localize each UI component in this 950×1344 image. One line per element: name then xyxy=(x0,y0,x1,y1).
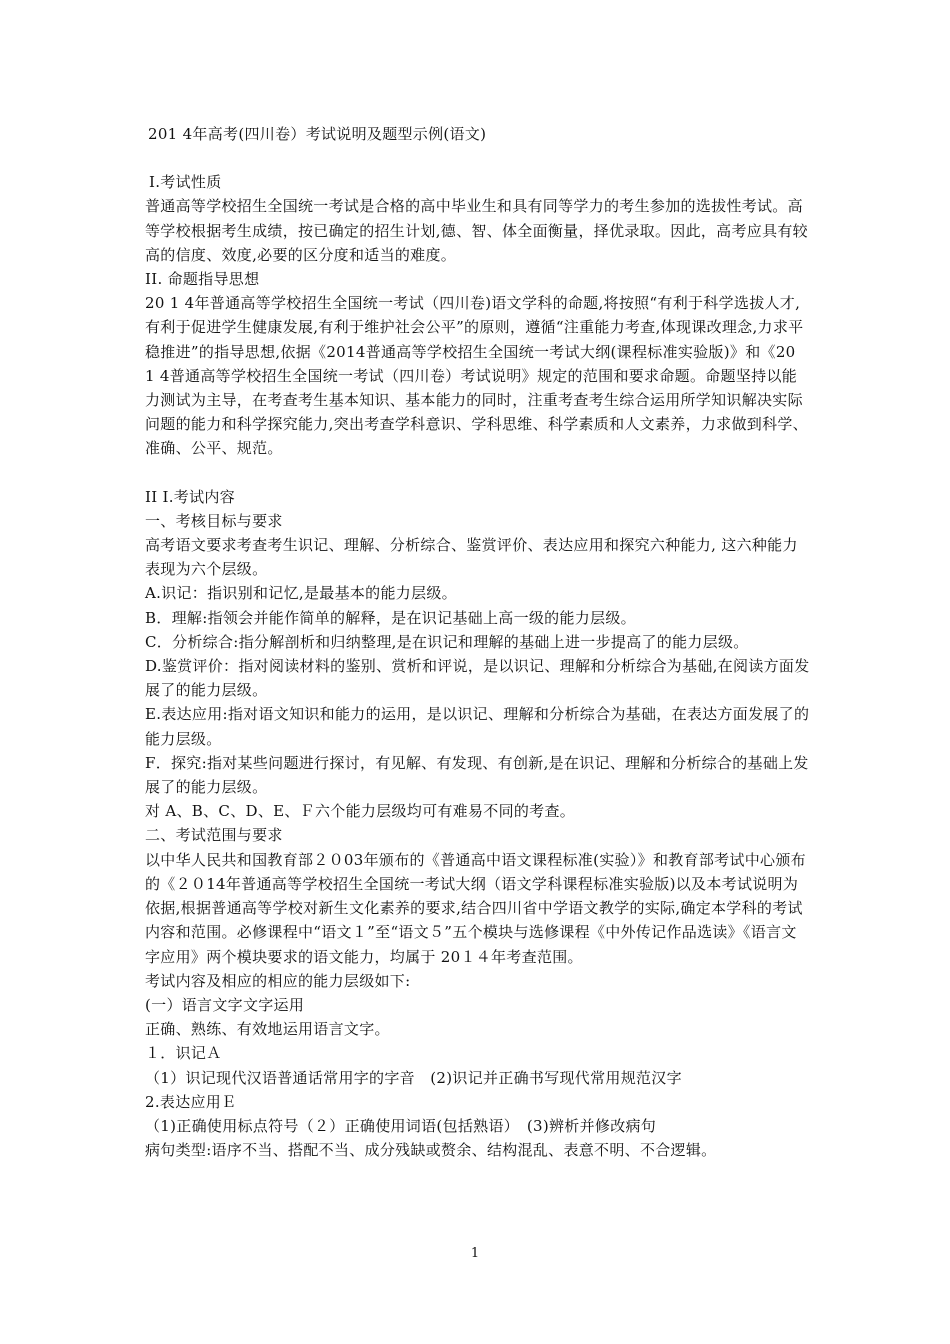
item-1-heading: １．识记Ａ xyxy=(145,1044,222,1063)
page-number: 1 xyxy=(470,1246,480,1261)
page-content xyxy=(145,122,810,1162)
scope-paragraph: 以中华人民共和国教育部２０03年颁布的《普通高中语文课程标准(实验）》和教育部考试中心颁布的《２０14年普通高等学校招生全国统一考试大纲（语文学科课程标准实验版)以及本考试说明为依据,根据普通高等学校对新生文化素养的要求,结合四川省中学语文教学的实际,确定本学科的考试内容和范围。必修课程中“语文１”至“语文５”五个模块与选修课程《中外传记作品选读》《语言文字应用》两个模块要求的语文能力，均属于 20１４年考查范围。 xyxy=(145,850,806,966)
section-1-heading: Ⅰ.考试性质 xyxy=(149,173,222,192)
item-2-heading: 2.表达应用Ｅ xyxy=(145,1092,237,1111)
document-title: 201 4年高考(四川卷）考试说明及题型示例(语文) xyxy=(148,125,487,143)
levels-intro: 考试内容及相应的相应的能力层级如下: xyxy=(145,971,411,990)
section-3-heading: II Ⅰ.考试内容 xyxy=(145,487,236,506)
subsection-2-heading: 二、考试范围与要求 xyxy=(145,826,283,845)
part-1-description: 正确、熟练、有效地运用语言文字。 xyxy=(145,1020,390,1039)
ability-levels-note: 对 A、B、C、D、E、Ｆ六个能力层级均可有难易不同的考查。 xyxy=(145,802,576,821)
ability-intro: 高考语文要求考查考生识记、理解、分析综合、鉴赏评价、表达应用和探究六种能力, 这六种能力表现为六个层级。 xyxy=(145,536,798,579)
item-1-detail: （1）识记现代汉语普通话常用字的字音 (2)识记并正确书写现代常用规范汉字 xyxy=(145,1068,682,1087)
ability-level: A.识记：指识别和记忆,是最基本的能力层级。 xyxy=(145,584,457,603)
section-1-body: 普通高等学校招生全国统一考试是合格的高中毕业生和具有同等学力的考生参加的选拔性考试。高等学校根据考生成绩，按已确定的招生计划,德、智、体全面衡量，择优录取。因此，高考应具有较高的信度、效度,必要的区分度和适当的难度。 xyxy=(145,197,808,264)
item-2-detail: （1)正确使用标点符号（２）正确使用词语(包括熟语） (3)辨析并修改病句 xyxy=(145,1116,657,1135)
part-1-heading: (一）语言文字文字运用 xyxy=(145,995,305,1014)
subsection-1-heading: 一、考核目标与要求 xyxy=(145,511,283,530)
ability-level: F．探究:指对某些问题进行探讨，有见解、有发现、有创新,是在识记、理解和分析综合的基础上发展了的能力层级。 xyxy=(145,753,809,797)
item-2-note: 病句类型:语序不当、搭配不当、成分残缺或赘余、结构混乱、表意不明、不合逻辑。 xyxy=(145,1141,717,1160)
section-2-heading: II. 命题指导思想 xyxy=(145,270,260,289)
ability-level: D.鉴赏评价：指对阅读材料的鉴别、赏析和评说，是以识记、理解和分析综合为基础,在阅读方面发展了的能力层级。 xyxy=(145,657,810,700)
ability-level: C．分析综合:指分解剖析和归纳整理,是在识记和理解的基础上进一步提高了的能力层级。 xyxy=(145,632,749,651)
section-2-body: 20 1 4年普通高等学校招生全国统一考试（四川卷)语文学科的命题,将按照“有利于科学选拔人才,有利于促进学生健康发展,有利于维护社会公平”的原则，遵循“注重能力考查,体现课改理念,力求平稳推进”的指导思想,依据《2014普通高等学校招生全国统一考试大纲(课程标准实验版)》和《20 1 4普通高等学校招生全国统一考试（四川卷）考试说明》规定的范围和要求命题。命题坚持以能力测试为主导，在考查考生基本知识、基本能力的同时，注重考查考生综合运用所学知识解决实际问题的能力和科学探究能力,突出考查学科意识、学科思维、科学素质和人文素养，力求做到科学、准确、公平、规范。 xyxy=(145,294,808,458)
ability-level: B．理解:指领会并能作简单的解释，是在识记基础上高一级的能力层级。 xyxy=(145,608,636,627)
ability-level: E.表达应用:指对语文知识和能力的运用，是以识记、理解和分析综合为基础，在表达方面发展了的能力层级。 xyxy=(145,705,810,748)
